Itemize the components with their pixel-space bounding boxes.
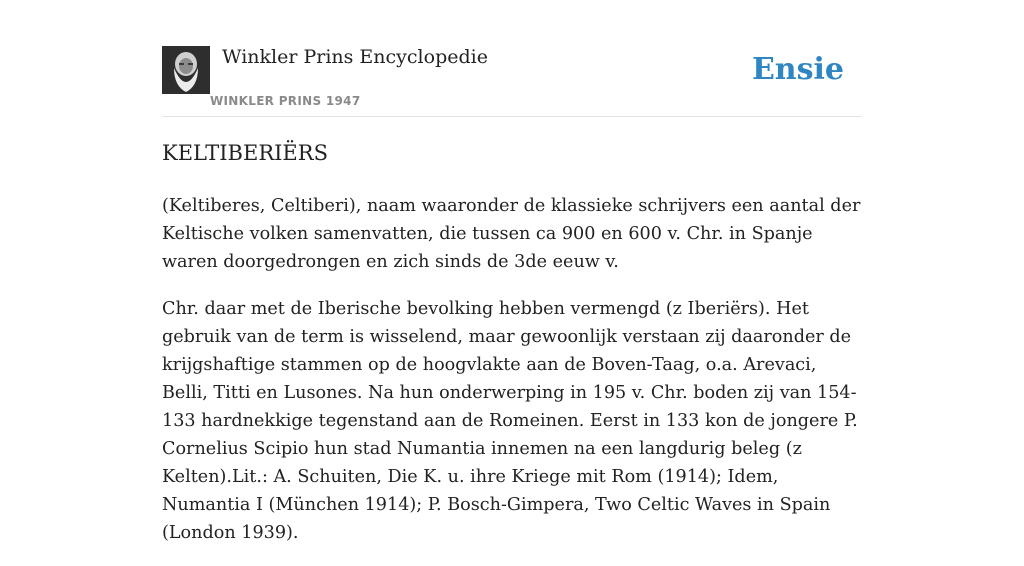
bearded-man-portrait-icon[interactable] <box>162 46 210 94</box>
header <box>162 46 862 117</box>
article-body <box>162 192 862 566</box>
article-paragraph: Chr. daar met de Iberische bevolking hebben vermengd (z Iberiërs). Het gebruik van de term is wisselend, maar gewoonlijk verstaan zij daaronder de krijgshaftige stammen op de hoogvlakte aan de Boven-Taag, o.a. Arevaci, Belli, Titti en Lusones. Na hun onderwerping in 195 v. Chr. boden zij van 154-133 hardnekkige tegenstand aan de Romeinen. Eerst in 133 kon de jongere P. Cornelius Scipio hun stad Numantia innemen na een langdurig beleg (z Kelten).Lit.: A. Schuiten, Die K. u. ihre Kriege mit Rom (1914); Idem, Numantia I (München 1914); P. Bosch-Gimpera, Two Celtic Waves in Spain (London 1939). <box>162 299 858 543</box>
article-title: KELTIBERIËRS <box>162 141 328 165</box>
article-paragraph: (Keltiberes, Celtiberi), naam waaronder de klassieke schrijvers een aantal der Keltische volken samenvatten, die tussen ca 900 en 600 v. Chr. in Spanje waren doorgedrongen en zich sinds de 3de eeuw v. <box>162 196 861 272</box>
site-title[interactable]: Winkler Prins Encyclopedie <box>222 46 488 68</box>
site-subtitle[interactable]: WINKLER PRINS 1947 <box>210 94 361 108</box>
ensie-logo[interactable]: Ensie <box>751 52 844 87</box>
